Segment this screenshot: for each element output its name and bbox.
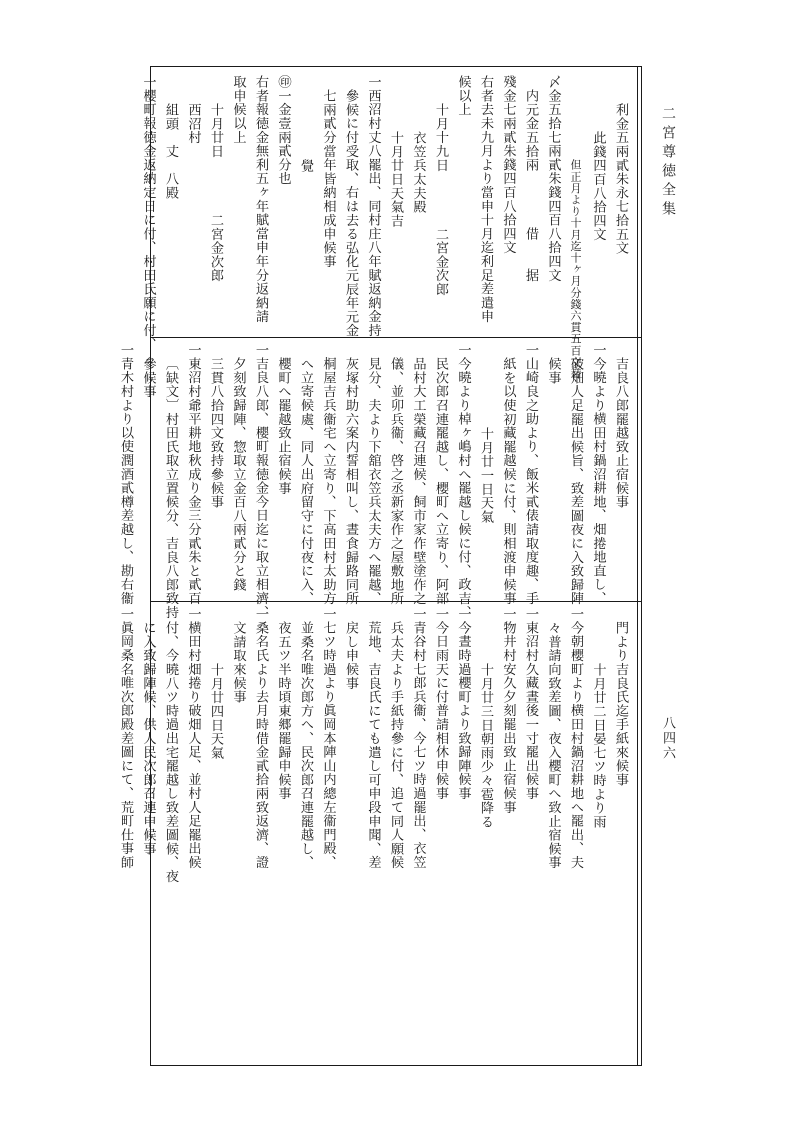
text-line: 々普請向致差圖、夜入櫻町へ致止宿候事 <box>545 621 561 870</box>
text-line: 參候事 <box>140 357 156 399</box>
text-line: 荒地、吉良氏にても遣し可申段申聞、差 <box>365 621 381 870</box>
text-line: 紙を以使初藏罷越候に付、則相渡申候事 <box>500 357 516 606</box>
text-line: へ立寄候處、同人出府留守に付夜に入、 <box>298 357 313 606</box>
text-line: 見分、夫より下舘衣笠兵太夫方へ罷越、 <box>365 357 381 606</box>
text-line: 櫻町へ罷越致止宿候事 <box>275 357 291 495</box>
text-line: 十月廿二日晏七ツ時より雨 <box>590 663 606 829</box>
text-line: 七兩貳分當年皆納相成申候事 <box>320 89 336 269</box>
text-line: 右者報徳金無利五ヶ年賦當申年分返納請 <box>253 75 268 324</box>
text-line: 組頭 丈 八殿 <box>163 103 178 200</box>
text-line: 文請取來候事 <box>230 621 246 704</box>
text-line: 一物井村安久夕刻罷出致止宿候事 <box>500 607 516 814</box>
text-line: 戻し申候事 <box>343 621 358 690</box>
text-line: 候事 <box>545 357 561 385</box>
text-line: 一櫻町報徳金返納定日に付、村田氏願に付、 <box>140 75 156 351</box>
text-line: 並桑名唯次郎方へ、民次郎召連罷越し、 <box>298 621 313 870</box>
text-line: 十月廿日 二宮金次郎 <box>208 103 223 283</box>
text-line: 衣笠兵太夫殿 <box>410 131 426 214</box>
text-line: 付、今曉八ツ時過出宅罷越し致差圖候、夜 <box>163 621 178 884</box>
text-line: 一東沼村爺平耕地秋成り金三分貳朱と貳百 <box>185 343 201 606</box>
text-line: 一西沼村丈八罷出、同村庄八年賦返納金持 <box>365 75 381 338</box>
text-line: 利金五兩貳朱永七拾五文 <box>613 103 628 255</box>
text-line: 桐屋吉兵衞宅へ立寄り、下高田村太助方 <box>320 357 336 606</box>
text-line: 〔缺文〕村田氏取立置候分、吉良八郎致持 <box>163 357 178 620</box>
text-line: 一七ツ時過より眞岡本陣山内總左衞門殿、 <box>320 607 336 870</box>
text-line: ㊞一金壹兩貳分也 <box>275 75 291 186</box>
text-line: 門より吉良氏迄手紙來候事 <box>613 621 628 787</box>
text-line: 一今晝時過櫻町より致歸陣候事 <box>455 607 471 801</box>
text-line: 參候に付受取、右は去る弘化元辰年元金 <box>343 89 358 338</box>
text-line: 一吉良八郎、櫻町報徳金今日迄に取立相濟、 <box>253 343 268 619</box>
text-line: 十月十九日 二宮金次郎 <box>433 103 448 297</box>
text-line: 一山崎良之助より、飯米貳俵請取度趣、手 <box>523 343 538 606</box>
text-line: 破畑人足罷出候旨、致差圖夜に入致歸陣 <box>568 357 583 606</box>
text-line: 十月廿四日天氣 <box>208 663 223 760</box>
text-line: 十月廿三日朝雨少々雹降る <box>478 663 493 829</box>
text-line: 灰塚村助六案内誓相叫し、晝食歸路同所 <box>343 357 358 606</box>
text-line: に入致歸陣候、供人民次郎召連申候事 <box>140 621 156 856</box>
text-line: 取申候以上 <box>230 75 246 144</box>
text-line: 十月廿日天氣吉 <box>388 131 403 228</box>
text-line: 一眞岡桑名唯次郎殿差圖にて、荒町仕事師 <box>118 607 133 870</box>
text-line: 一今日雨天に付普請相休申候事 <box>433 607 448 801</box>
text-line: 一横田村畑捲り破畑人足、並村人足罷出候 <box>185 607 201 870</box>
page-number: 八四六 <box>660 716 675 761</box>
text-line: 兵太夫より手紙持參に付、追て同人願候 <box>388 621 403 870</box>
text-line: 内元金五拾兩 借 据 <box>523 89 538 283</box>
text-line: 但正月より十月迄十ヶ月分錢六貫五百文替 <box>569 159 582 380</box>
text-line: 十月廿一日天氣 <box>478 427 493 524</box>
text-block-lower <box>118 607 631 884</box>
text-line: 一青木村より以使潤酒貳樽差越し、勘右衞 <box>118 343 133 606</box>
text-line: 吉良八郎罷越致止宿候事 <box>613 357 628 509</box>
text-line: 一今朝櫻町より横田村鍋沼耕地へ罷出、夫 <box>568 607 583 870</box>
text-line: 一今曉より棹ヶ嶋村へ罷越し候に付、政吉、 <box>455 343 471 619</box>
text-line: 民次郎召連罷越し、櫻町へ立寄り、阿部 <box>433 357 448 606</box>
text-frame <box>118 66 642 1066</box>
text-line: 品村大工榮藏召連候、飼市家作壁塗作之 <box>410 357 426 606</box>
text-block-middle <box>118 343 631 620</box>
text-line: 一今曉より横田村鍋沼耕地、畑捲地直し、 <box>590 343 606 606</box>
text-line: 儀、並卯兵衞、啓之丞新家作之屋敷地所 <box>388 357 403 606</box>
text-line: 三貫八拾四文致持參候事 <box>208 357 223 509</box>
text-line: 一東沼村久藏晝後一寸罷出候事 <box>523 607 538 801</box>
text-line: 此錢四百八拾四文 <box>590 131 606 242</box>
text-line: 殘金七兩貳朱錢四百八拾四文 <box>500 75 516 255</box>
text-line: 夕刻致歸陣、惣取立金百八兩貳分と錢 <box>230 357 246 592</box>
text-line: 右者去未九月より當申十月迄利足差遣申 <box>478 75 493 324</box>
text-line: 一青谷村七郎兵衞、今七ツ時過罷出、衣笠 <box>410 607 426 870</box>
text-line: 〆金五拾七兩貳朱錢四百八拾四文 <box>545 75 561 282</box>
text-line: 覺 <box>298 159 313 173</box>
running-title: 二宮尊徳全集 <box>660 106 676 220</box>
text-line: 西沼村 <box>185 103 201 145</box>
text-line: 候以上 <box>455 75 471 117</box>
text-line: 夜五ツ半時頃東郷罷歸申候事 <box>275 621 291 801</box>
text-line: 一桑名氏より去月時借金貳拾兩致返濟、證 <box>253 607 268 870</box>
